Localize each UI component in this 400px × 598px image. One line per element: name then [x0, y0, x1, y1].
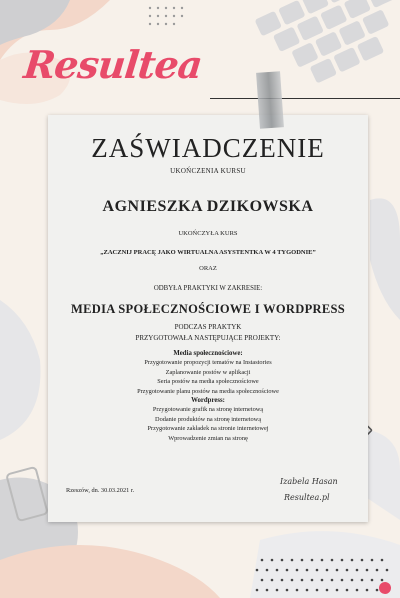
list-item: Wprowadzenie zmian na stronę — [168, 434, 248, 442]
place-date: Rzeszów, dn. 30.03.2021 r. — [66, 487, 135, 494]
recipient-name: AGNIESZKA DZIKOWSKA — [102, 198, 314, 215]
during-label: PODCZAS PRAKTYK — [174, 323, 242, 331]
certificate-subtitle: UKOŃCZENIA KURSU — [170, 167, 246, 175]
projects-label: PRZYGOTOWAŁA NASTĘPUJĄCE PROJEKTY: — [135, 334, 281, 342]
list-item: Dodanie produktów na stronę internetową — [155, 415, 261, 423]
list-item: Przygotowanie planu postów na media społecznościowe — [137, 387, 279, 395]
brand-logo: Resultea — [21, 42, 204, 87]
list-item: Przygotowanie propozycji tematów na Instastories — [144, 359, 272, 367]
section-heading: Media społecznościowe: — [173, 350, 243, 357]
completed-label: UKOŃCZYŁA KURS — [178, 230, 238, 237]
practice-label: ODBYŁA PRAKTYKI W ZAKRESIE: — [153, 285, 263, 292]
oraz-label: ORAZ — [199, 265, 217, 272]
header-divider — [210, 98, 400, 99]
list-item: Przygotowanie zakładek na stronie internetowej — [147, 425, 269, 433]
course-name: „ZACZNIJ PRACĘ JAKO WIRTUALNA ASYSTENTKA W 4 TYGODNIE” — [100, 249, 316, 256]
practice-scope: MEDIA SPOŁECZNOŚCIOWE I WORDPRESS — [71, 302, 345, 316]
certificate-title: ZAŚWIADCZENIE — [91, 133, 325, 163]
tape-decoration — [256, 71, 284, 129]
projects-list — [48, 349, 368, 443]
certificate-paper — [48, 115, 368, 522]
list-item: Przygotowanie grafik na stronę internetową — [152, 406, 264, 414]
signature-brand: Resultea.pl — [284, 493, 330, 502]
list-item: Zaplanowanie postów w aplikacji — [165, 368, 251, 376]
signature-name: Izabela Hasan — [280, 477, 338, 486]
section-heading: Wordpress: — [191, 397, 225, 405]
list-item: Seria postów na media społecznościowe — [157, 378, 259, 386]
